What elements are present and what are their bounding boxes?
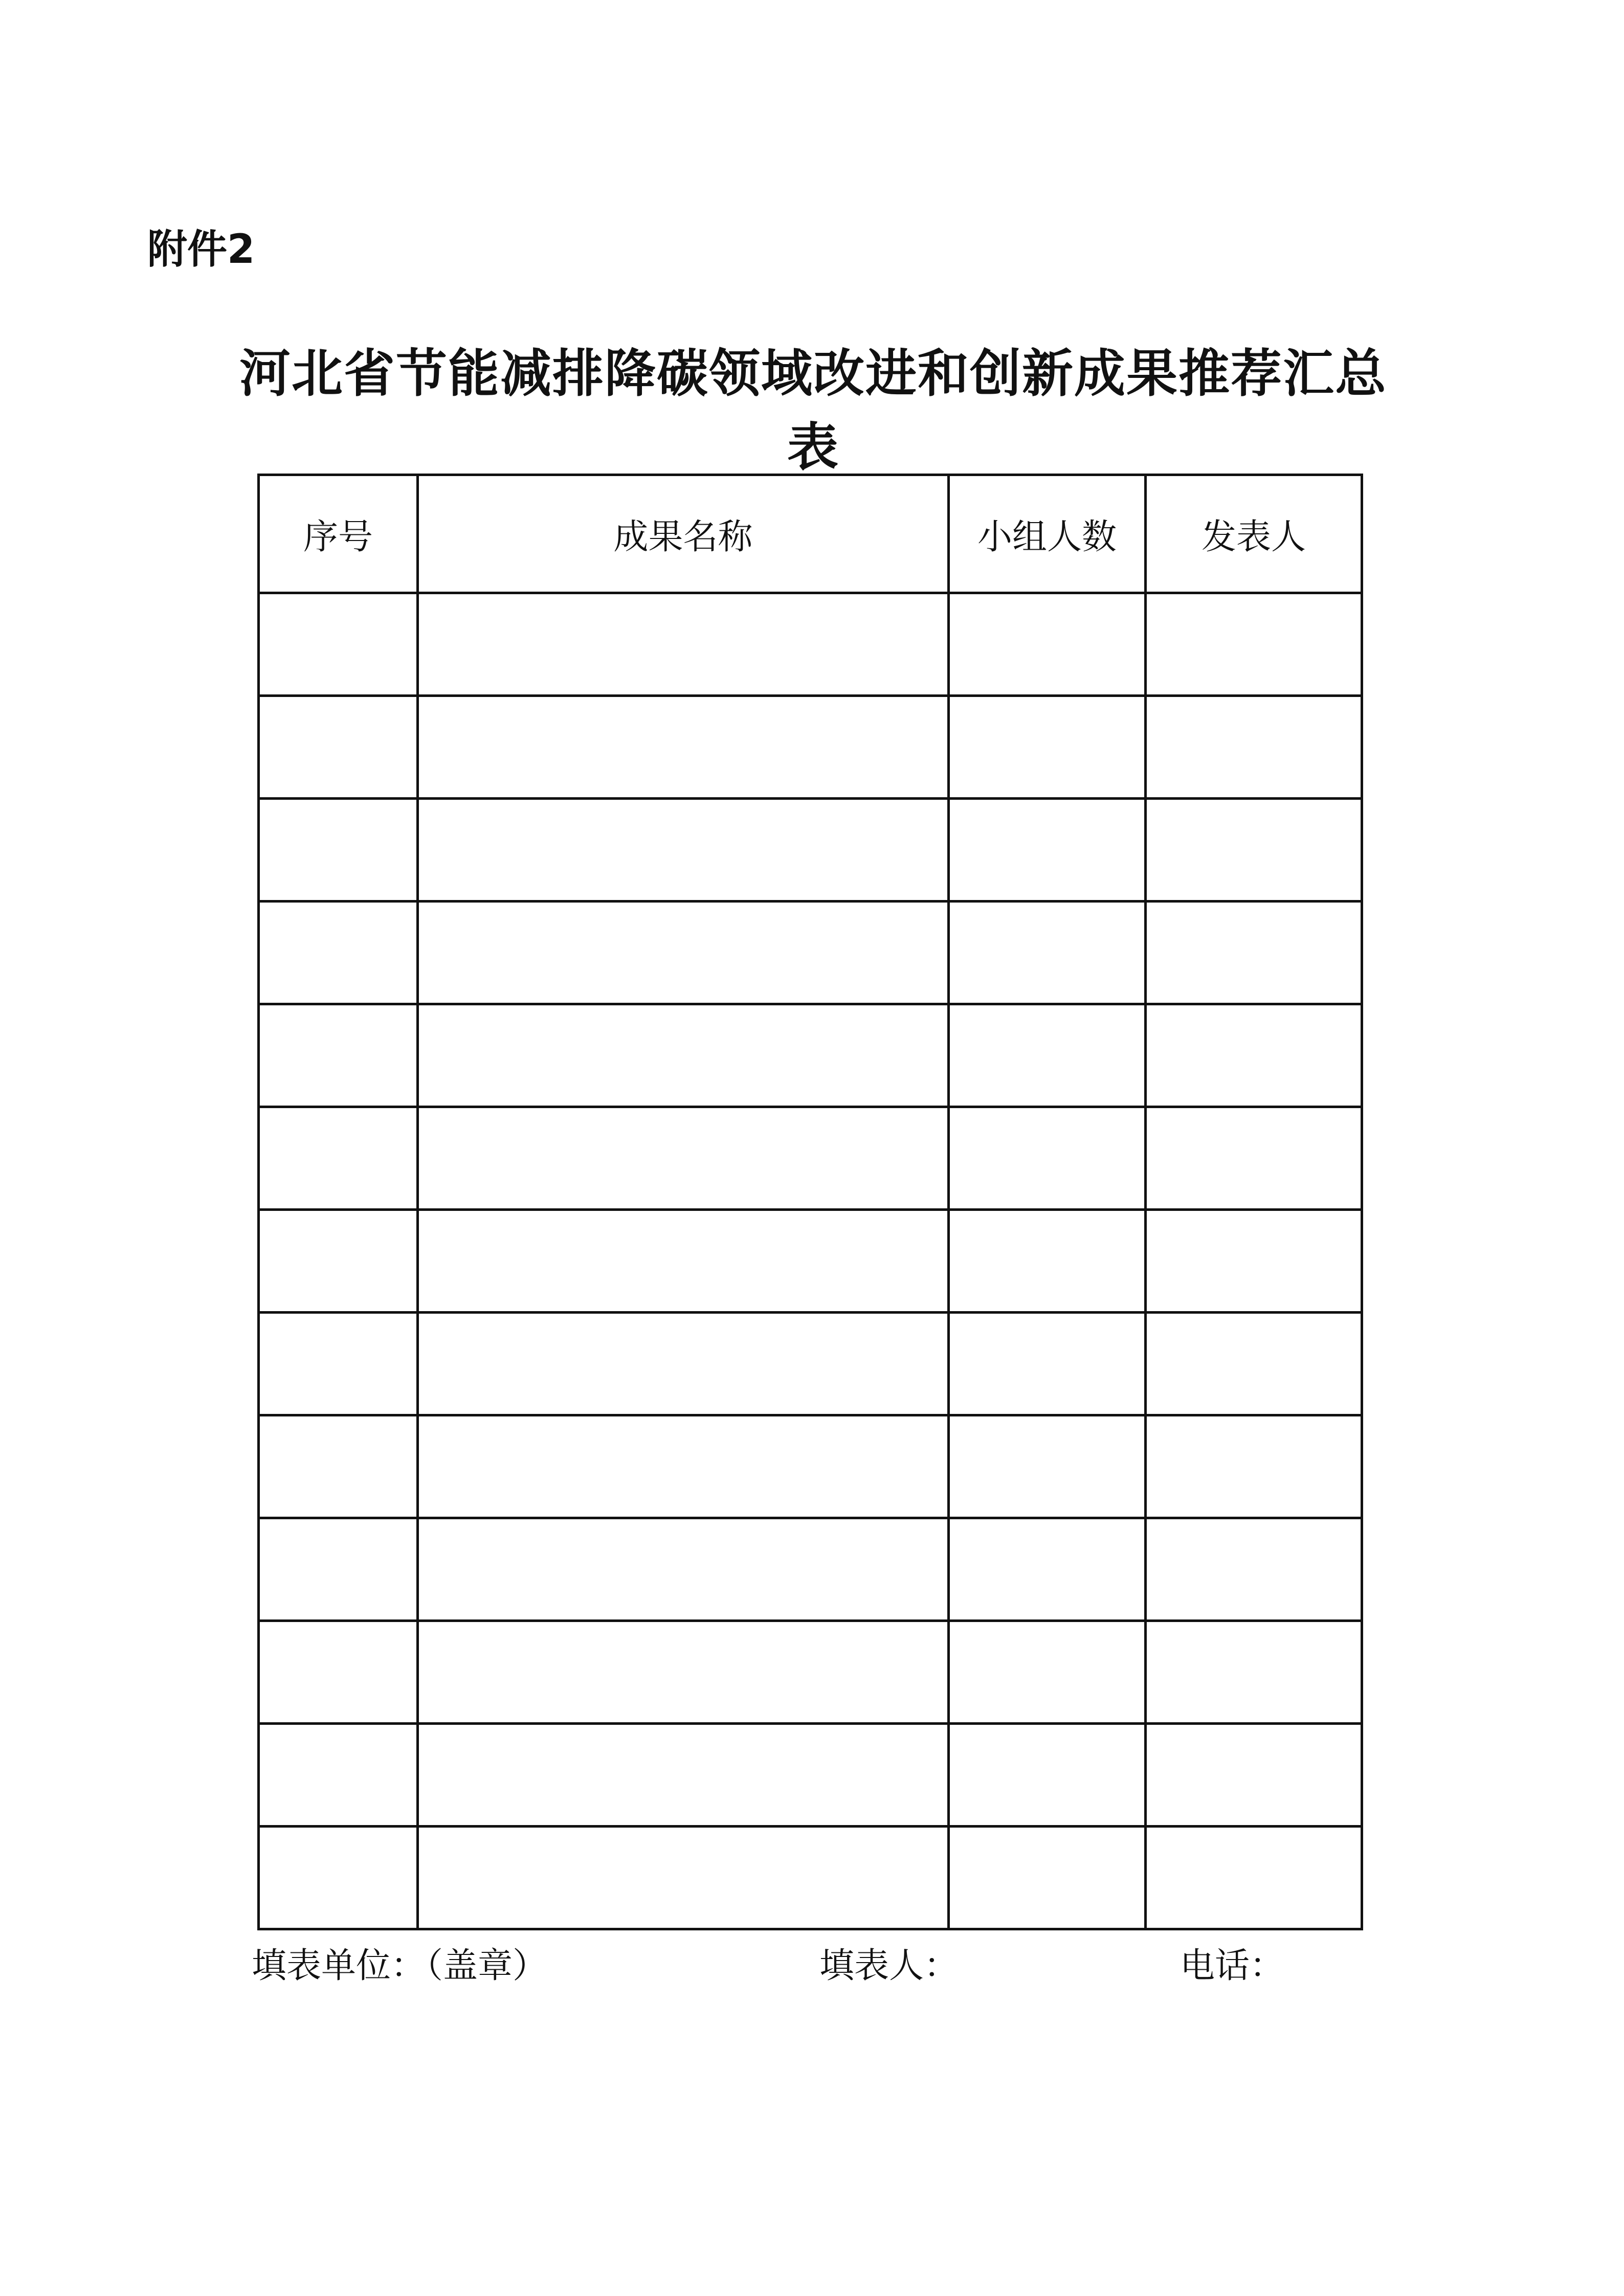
cell-achievement-name[interactable] [418, 1415, 949, 1518]
cell-index[interactable] [259, 1313, 418, 1415]
table-row [259, 696, 1362, 799]
cell-team-size[interactable] [949, 1827, 1146, 1929]
table-header-row [259, 475, 1362, 593]
table-row [259, 1724, 1362, 1827]
phone-label: 电话： [1180, 1946, 1285, 1986]
cell-index[interactable] [259, 593, 418, 696]
cell-presenter[interactable] [1146, 1004, 1362, 1107]
cell-team-size[interactable] [949, 593, 1146, 696]
cell-achievement-name[interactable] [418, 1724, 949, 1827]
table-row [259, 902, 1362, 1004]
cell-index[interactable] [259, 799, 418, 902]
table-row [259, 1107, 1362, 1210]
cell-achievement-name[interactable] [418, 902, 949, 1004]
header-index: 序号 [259, 475, 418, 593]
cell-achievement-name[interactable] [418, 1107, 949, 1210]
cell-achievement-name[interactable] [418, 1210, 949, 1313]
cell-index[interactable] [259, 1827, 418, 1929]
cell-index[interactable] [259, 1724, 418, 1827]
cell-presenter[interactable] [1146, 1313, 1362, 1415]
cell-achievement-name[interactable] [418, 696, 949, 799]
cell-index[interactable] [259, 696, 418, 799]
header-achievement-name: 成果名称 [418, 475, 949, 593]
cell-index[interactable] [259, 1621, 418, 1724]
cell-achievement-name[interactable] [418, 1518, 949, 1621]
cell-achievement-name[interactable] [418, 799, 949, 902]
table-row [259, 1415, 1362, 1518]
cell-presenter[interactable] [1146, 799, 1362, 902]
cell-team-size[interactable] [949, 1107, 1146, 1210]
header-team-size: 小组人数 [949, 475, 1146, 593]
cell-team-size[interactable] [949, 1621, 1146, 1724]
cell-index[interactable] [259, 1518, 418, 1621]
cell-presenter[interactable] [1146, 1210, 1362, 1313]
attachment-label: 附件2 [147, 227, 255, 273]
cell-presenter[interactable] [1146, 1724, 1362, 1827]
table-row [259, 1004, 1362, 1107]
cell-index[interactable] [259, 1107, 418, 1210]
header-presenter: 发表人 [1146, 475, 1362, 593]
table-row [259, 1621, 1362, 1724]
table-row [259, 1827, 1362, 1929]
cell-team-size[interactable] [949, 1004, 1146, 1107]
summary-table [257, 474, 1363, 1930]
cell-team-size[interactable] [949, 1724, 1146, 1827]
table-row [259, 799, 1362, 902]
cell-achievement-name[interactable] [418, 1313, 949, 1415]
cell-achievement-name[interactable] [418, 593, 949, 696]
cell-presenter[interactable] [1146, 1621, 1362, 1724]
cell-achievement-name[interactable] [418, 1827, 949, 1929]
cell-index[interactable] [259, 1415, 418, 1518]
cell-team-size[interactable] [949, 902, 1146, 1004]
filler-label: 填表人： [819, 1946, 959, 1986]
document-title: 河北省节能减排降碳领域改进和创新成果推荐汇总表 [239, 343, 1387, 477]
cell-team-size[interactable] [949, 1518, 1146, 1621]
cell-team-size[interactable] [949, 696, 1146, 799]
cell-presenter[interactable] [1146, 1518, 1362, 1621]
cell-presenter[interactable] [1146, 1415, 1362, 1518]
cell-team-size[interactable] [949, 1210, 1146, 1313]
table-row [259, 1518, 1362, 1621]
fill-unit-label: 填表单位：（盖章） [252, 1946, 548, 1986]
table-row [259, 1313, 1362, 1415]
cell-presenter[interactable] [1146, 902, 1362, 1004]
cell-team-size[interactable] [949, 1415, 1146, 1518]
cell-index[interactable] [259, 1210, 418, 1313]
table-row [259, 1210, 1362, 1313]
cell-team-size[interactable] [949, 799, 1146, 902]
cell-presenter[interactable] [1146, 696, 1362, 799]
cell-team-size[interactable] [949, 1313, 1146, 1415]
cell-presenter[interactable] [1146, 593, 1362, 696]
cell-achievement-name[interactable] [418, 1621, 949, 1724]
cell-index[interactable] [259, 1004, 418, 1107]
cell-index[interactable] [259, 902, 418, 1004]
cell-presenter[interactable] [1146, 1827, 1362, 1929]
cell-presenter[interactable] [1146, 1107, 1362, 1210]
cell-achievement-name[interactable] [418, 1004, 949, 1107]
table-row [259, 593, 1362, 696]
